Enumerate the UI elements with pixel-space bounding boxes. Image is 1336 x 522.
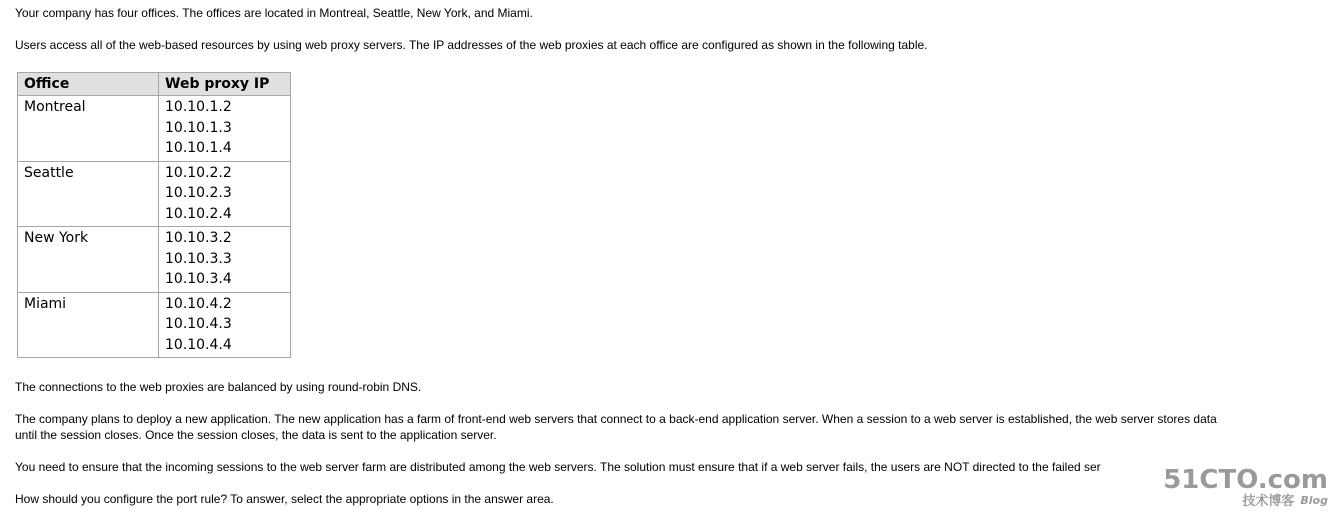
- table-row: [18, 161, 291, 227]
- watermark-site: 51CTO.com: [1163, 465, 1328, 495]
- ip-cell: [159, 161, 291, 227]
- ip-address: 10.10.2.2: [165, 164, 232, 181]
- ip-address: 10.10.3.4: [165, 271, 232, 287]
- ip-address: 10.10.1.2: [165, 99, 232, 115]
- ip-address: 10.10.1.4: [165, 140, 232, 156]
- proxy-table: [17, 72, 291, 358]
- requirement-paragraph: You need to ensure that the incoming sessions to the web server farm are distributed among the web servers. The solution must ensure that if a web server fails, the users are NOT directed to the failed ser: [15, 460, 1101, 474]
- question-paragraph: How should you configure the port rule? To answer, select the appropriate options in the answer area.: [15, 492, 554, 506]
- office-cell: Miami: [18, 292, 159, 358]
- office-cell: Seattle: [18, 161, 159, 227]
- ip-address: 10.10.3.2: [165, 230, 232, 246]
- ip-cell: [159, 96, 291, 162]
- watermark-tagline-row: [1163, 495, 1328, 508]
- watermark-tagline: 技术博客: [1242, 494, 1295, 509]
- table-row: [18, 292, 291, 358]
- office-cell: New York: [18, 227, 159, 293]
- office-cell: Montreal: [18, 96, 159, 162]
- header-office: Office: [18, 73, 159, 96]
- table-row: [18, 96, 291, 162]
- ip-address: 10.10.3.3: [165, 250, 232, 267]
- ip-address: 10.10.4.4: [165, 336, 232, 353]
- ip-address: 10.10.1.3: [165, 119, 232, 136]
- balancing-paragraph: The connections to the web proxies are balanced by using round-robin DNS.: [15, 380, 422, 394]
- intro-paragraph: Your company has four offices. The offices are located in Montreal, Seattle, New York, and Miami.: [15, 6, 533, 20]
- ip-address: 10.10.2.4: [165, 205, 232, 222]
- ip-address: 10.10.4.2: [165, 295, 232, 312]
- proxies-paragraph: Users access all of the web-based resources by using web proxy servers. The IP addresses of the web proxies at each office are configured as shown in the following table.: [15, 38, 928, 52]
- site-watermark: [1163, 467, 1328, 508]
- ip-address: 10.10.4.3: [165, 316, 232, 332]
- header-web-proxy-ip: Web proxy IP: [159, 73, 291, 96]
- table-row: [18, 227, 291, 293]
- ip-address: 10.10.2.3: [165, 185, 232, 201]
- table-header-row: [18, 73, 291, 96]
- watermark-blog: Blog: [1300, 494, 1328, 507]
- ip-cell: [159, 227, 291, 293]
- application-line-1: The company plans to deploy a new application. The new application has a farm of front-end web servers that connect to a back-end application server. When a session to a web server is established, the web server stores data: [15, 412, 1217, 426]
- application-line-2: until the session closes. Once the session closes, the data is sent to the application server.: [15, 428, 497, 442]
- ip-cell: [159, 292, 291, 358]
- application-paragraph: [15, 411, 1217, 443]
